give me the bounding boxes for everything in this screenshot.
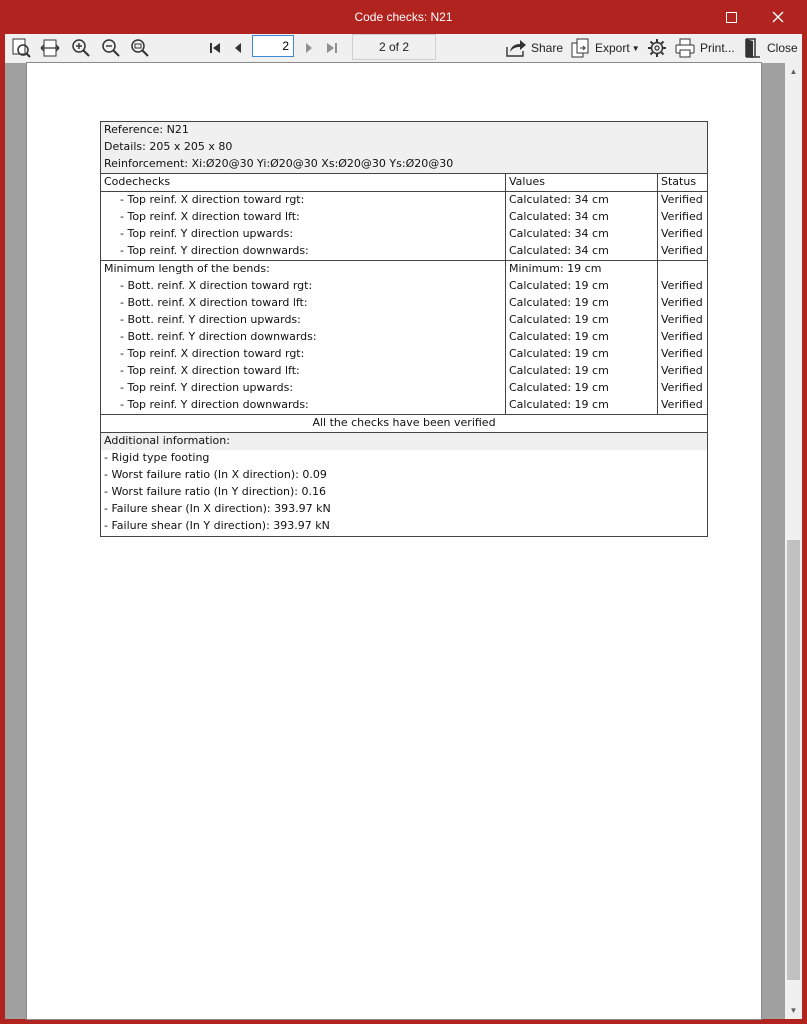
share-label: Share (531, 41, 564, 55)
additional-info-item (101, 484, 707, 501)
check-status: Verified (657, 226, 707, 243)
check-row (101, 278, 707, 295)
first-page-button[interactable] (206, 36, 224, 60)
check-row (101, 397, 707, 414)
header-row (101, 174, 707, 192)
check-row (101, 329, 707, 346)
reinforcement-row (101, 156, 707, 174)
check-status: Verified (657, 243, 707, 260)
check-status: Verified (657, 380, 707, 397)
zoom-out-icon (100, 37, 122, 59)
bends-title: Minimum length of the bends: (104, 262, 270, 275)
scroll-thumb[interactable] (787, 540, 800, 980)
vertical-scrollbar[interactable] (785, 63, 802, 1019)
check-status: Verified (657, 312, 707, 329)
top-reinf-group (101, 192, 707, 261)
check-name: - Bott. reinf. Y direction upwards: (120, 313, 301, 326)
check-row (101, 312, 707, 329)
settings-button[interactable] (645, 36, 669, 60)
previous-page-button[interactable] (230, 36, 246, 60)
bends-title-row (101, 261, 707, 278)
maximize-button[interactable] (708, 0, 754, 34)
page-number-input[interactable]: 2 (252, 35, 294, 57)
last-page-button[interactable] (323, 36, 341, 60)
summary-text: All the checks have been verified (312, 416, 496, 429)
check-row (101, 209, 707, 226)
additional-info-item (101, 450, 707, 467)
close-report-button[interactable] (743, 36, 803, 60)
check-value: Calculated: 19 cm (505, 278, 657, 295)
check-status: Verified (657, 209, 707, 226)
check-name: - Top reinf. X direction toward lft: (120, 364, 300, 377)
check-status: Verified (657, 397, 707, 414)
toolbar (5, 34, 802, 64)
zoom-fit-icon (129, 37, 151, 59)
check-status: Verified (657, 363, 707, 380)
check-status: Verified (657, 346, 707, 363)
check-name: - Top reinf. Y direction downwards: (120, 244, 309, 257)
check-value: Calculated: 19 cm (505, 346, 657, 363)
door-icon (743, 37, 763, 59)
summary-row (101, 415, 707, 433)
additional-info-text: - Failure shear (In Y direction): 393.97 kN (104, 519, 330, 532)
check-row (101, 192, 707, 209)
additional-title-row (101, 433, 707, 450)
additional-title: Additional information: (104, 434, 230, 447)
additional-info-item (101, 518, 707, 535)
additional-info-text: - Rigid type footing (104, 451, 210, 464)
page-view-button[interactable] (9, 36, 33, 60)
check-status: Verified (657, 278, 707, 295)
scroll-up-arrow-icon[interactable]: ▲ (789, 67, 798, 76)
check-name: - Top reinf. Y direction downwards: (120, 398, 309, 411)
bends-status-empty (657, 261, 707, 278)
check-name: - Top reinf. X direction toward lft: (120, 210, 300, 223)
export-icon (569, 37, 591, 59)
last-page-icon (326, 42, 338, 54)
print-button[interactable] (674, 36, 740, 60)
additional-info-item (101, 467, 707, 484)
print-label: Print... (700, 41, 735, 55)
check-status: Verified (657, 329, 707, 346)
reinforcement-text: Reinforcement: Xi:Ø20@30 Yi:Ø20@30 Xs:Ø20@30 Ys:Ø20@30 (104, 157, 454, 170)
reference-text: Reference: N21 (104, 123, 189, 136)
check-value: Calculated: 19 cm (505, 295, 657, 312)
details-row (101, 139, 707, 156)
share-button[interactable] (505, 36, 567, 60)
bends-group (101, 278, 707, 415)
export-button[interactable] (569, 36, 641, 60)
scroll-down-arrow-icon[interactable]: ▼ (789, 1006, 798, 1015)
zoom-fit-button[interactable] (128, 36, 152, 60)
checks-header: Codechecks (104, 175, 171, 188)
details-text: Details: 205 x 205 x 80 (104, 140, 233, 153)
document-viewport[interactable] (5, 63, 785, 1019)
additional-info-text: - Worst failure ratio (In X direction): 0.09 (104, 468, 327, 481)
check-status: Verified (657, 192, 707, 209)
additional-info-list (101, 450, 707, 536)
check-row (101, 226, 707, 243)
first-page-icon (209, 42, 221, 54)
title-bar (0, 0, 807, 34)
check-name: - Top reinf. Y direction upwards: (120, 381, 294, 394)
check-value: Calculated: 19 cm (505, 397, 657, 414)
check-value: Calculated: 34 cm (505, 243, 657, 260)
check-value: Calculated: 34 cm (505, 192, 657, 209)
check-name: - Bott. reinf. Y direction downwards: (120, 330, 317, 343)
check-value: Calculated: 19 cm (505, 363, 657, 380)
scroll-track[interactable] (785, 80, 802, 1002)
check-status: Verified (657, 295, 707, 312)
dropdown-arrow-icon: ▼ (631, 43, 640, 53)
gear-icon (647, 38, 667, 58)
check-name: - Bott. reinf. X direction toward lft: (120, 296, 308, 309)
fit-page-button[interactable] (38, 36, 62, 60)
close-icon (772, 11, 784, 23)
report-page (27, 63, 761, 1019)
next-page-button[interactable] (301, 36, 317, 60)
window-close-button[interactable] (755, 0, 801, 34)
check-row (101, 380, 707, 397)
check-row (101, 346, 707, 363)
additional-info-item (101, 501, 707, 518)
check-value: Calculated: 19 cm (505, 312, 657, 329)
check-name: - Top reinf. X direction toward rgt: (120, 347, 305, 360)
zoom-out-button[interactable] (99, 36, 123, 60)
check-row (101, 243, 707, 260)
page-count: 2 of 2 (352, 34, 436, 60)
export-label: Export (595, 41, 630, 55)
check-name: - Top reinf. Y direction upwards: (120, 227, 294, 240)
next-page-icon (304, 42, 314, 54)
check-row (101, 363, 707, 380)
reference-row (101, 122, 707, 139)
printer-icon (674, 37, 696, 59)
code-checks-report (100, 121, 708, 537)
check-name: - Bott. reinf. X direction toward rgt: (120, 279, 313, 292)
check-row (101, 295, 707, 312)
values-header: Values (505, 174, 657, 191)
additional-info-text: - Worst failure ratio (In Y direction): 0.16 (104, 485, 327, 498)
check-value: Calculated: 34 cm (505, 209, 657, 226)
bends-minimum: Minimum: 19 cm (505, 261, 657, 278)
maximize-icon (726, 12, 737, 23)
window-title: Code checks: N21 (354, 10, 453, 24)
check-value: Calculated: 34 cm (505, 226, 657, 243)
check-value: Calculated: 19 cm (505, 380, 657, 397)
status-header: Status (657, 174, 707, 191)
zoom-in-icon (70, 37, 92, 59)
share-icon (505, 37, 527, 59)
additional-info-text: - Failure shear (In X direction): 393.97 kN (104, 502, 331, 515)
previous-page-icon (233, 42, 243, 54)
fit-page-icon (39, 37, 61, 59)
check-name: - Top reinf. X direction toward rgt: (120, 193, 305, 206)
zoom-in-button[interactable] (69, 36, 93, 60)
close-label: Close (767, 41, 798, 55)
check-value: Calculated: 19 cm (505, 329, 657, 346)
page-view-icon (10, 37, 32, 59)
